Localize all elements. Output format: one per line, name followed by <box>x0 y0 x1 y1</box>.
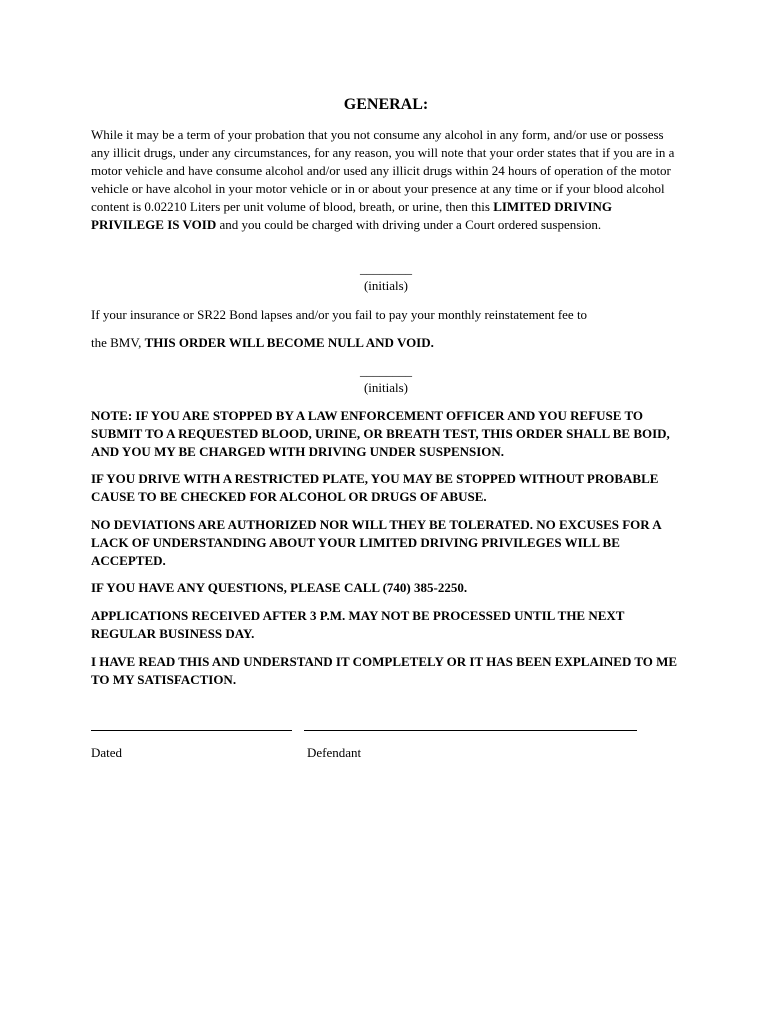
defendant-signature-line[interactable] <box>304 730 637 731</box>
questions-paragraph: IF YOU HAVE ANY QUESTIONS, PLEASE CALL (740) 385-2250. <box>91 580 468 595</box>
note-paragraph: NOTE: IF YOU ARE STOPPED BY A LAW ENFORCEMENT OFFICER AND YOU REFUSE TO SUBMIT TO A REQUESTED BLOOD, URINE, OR BREATH TEST, THIS ORDER SHALL BE BOID, AND YOU MY BE CHARGED WITH DRIVING UNDER SUSPENSION. <box>91 408 670 459</box>
document-title: GENERAL: <box>343 96 429 113</box>
general-paragraph <box>91 126 681 234</box>
insurance-paragraph: If your insurance or SR22 Bond lapses and/or you fail to pay your monthly reinstatement fee to <box>91 307 588 322</box>
document-page <box>91 0 681 1024</box>
initials-label-1: (initials) <box>363 278 409 293</box>
dated-label: Dated <box>91 745 123 760</box>
acknowledgement-paragraph: I HAVE READ THIS AND UNDERSTAND IT COMPLETELY OR IT HAS BEEN EXPLAINED TO ME TO MY SATISFACTION. <box>91 654 678 687</box>
void-notice-bold: LIMITED DRIVING PRIVILEGE IS VOID <box>91 199 613 232</box>
bmv-text: the BMV, <box>91 335 145 350</box>
initials-block-2 <box>91 362 681 396</box>
bmv-paragraph <box>91 334 681 352</box>
no-deviations-paragraph: NO DEVIATIONS ARE AUTHORIZED NOR WILL THEY BE TOLERATED. NO EXCUSES FOR A LACK OF UNDERSTANDING ABOUT YOUR LIMITED DRIVING PRIVILEGES WILL BE ACCEPTED. <box>91 517 661 568</box>
initials-label-2: (initials) <box>363 380 409 395</box>
initials-blank-2: ________ <box>360 363 412 378</box>
defendant-label: Defendant <box>307 745 362 760</box>
initials-blank-1: ________ <box>360 261 412 276</box>
initials-block-1 <box>91 260 681 294</box>
general-text-after: and you could be charged with driving under a Court ordered suspension. <box>216 217 602 232</box>
general-text-before: While it may be a term of your probation that you not consume any alcohol in any form, and/or use or possess any illicit drugs, under any circumstances, for any reason, you will note that your order states that if you are in a motor vehicle and have consume alcohol and/or used any illicit drugs within 24 hours of operation of the motor vehicle or have alcohol in your motor vehicle or in or about your presence at any time or if your blood alcohol content is 0.02210 Liters per unit volume of blood, breath, or urine, then this <box>91 127 675 214</box>
null-void-bold: THIS ORDER WILL BECOME NULL AND VOID. <box>144 335 434 350</box>
dated-signature-line[interactable] <box>91 730 292 731</box>
restricted-plate-paragraph: IF YOU DRIVE WITH A RESTRICTED PLATE, YOU MAY BE STOPPED WITHOUT PROBABLE CAUSE TO BE CHECKED FOR ALCOHOL OR DRUGS OF ABUSE. <box>91 471 659 504</box>
applications-paragraph: APPLICATIONS RECEIVED AFTER 3 P.M. MAY NOT BE PROCESSED UNTIL THE NEXT REGULAR BUSINESS DAY. <box>91 608 625 641</box>
